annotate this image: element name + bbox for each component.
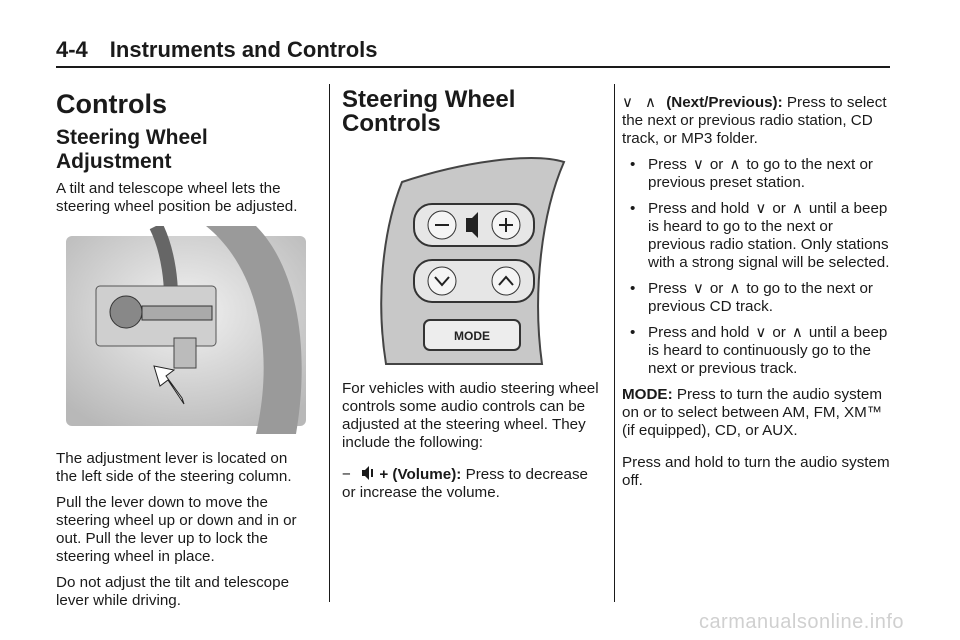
steering-controls-illustration [342, 152, 604, 366]
paragraph: For vehicles with audio steering wheel controls some audio controls can be adjusted at the steering wheel. They include the following: [342, 380, 599, 451]
volume-description: Press to decrease or increase the volume. [342, 466, 588, 501]
next-previous-desc: Press to [786, 94, 843, 111]
volume-paragraph [342, 466, 604, 502]
column-right [622, 84, 892, 498]
chevron-up-icon: ∧ [791, 200, 803, 217]
heading-steering-adjustment: Steering Wheel Adjustment [56, 126, 208, 173]
bullet: • [630, 200, 636, 217]
chevron-down-icon: ∨ [692, 156, 704, 173]
volume-minus: − [342, 466, 351, 483]
next-previous-label: (Next/Previous): [666, 94, 783, 111]
list-item: • Press ∨ or ∧ to go to the next or previous preset station. [630, 156, 873, 191]
section-title: Instruments and Controls [109, 37, 378, 62]
column-divider [329, 84, 330, 602]
mode-button-label: MODE [454, 329, 490, 343]
steering-controls-drawing [342, 152, 604, 366]
mode-paragraph [622, 386, 892, 440]
paragraph: Do not adjust the tilt and telescope lever while driving. [56, 574, 290, 609]
chevron-up-icon: ∧ [729, 156, 741, 173]
chevron-down-icon: ∨ [692, 280, 704, 297]
column-divider [614, 84, 615, 602]
next-previous-desc: select the next or previous radio station, CD track, or MP3 folder. [622, 94, 887, 147]
heading-controls: Controls [56, 89, 167, 119]
speaker-icon [361, 466, 375, 480]
steering-column-drawing [56, 226, 312, 434]
steering-column-illustration [56, 226, 312, 434]
chevron-down-icon: ∨ [755, 200, 767, 217]
chevron-down-icon: ∨ [755, 324, 767, 341]
chevron-up-icon: ∧ [791, 324, 803, 341]
mode-label: MODE: [622, 386, 673, 403]
volume-label: + (Volume): [379, 466, 462, 483]
bullet: • [630, 156, 636, 173]
paragraph: Pull the lever down to move the steering wheel up or down and in or out. Pull the lever up to lock the steering wheel in place. [56, 494, 297, 565]
list-item: • Press and hold ∨ or ∧ until a beep is heard to continuously go to the next or previous track. [630, 324, 888, 377]
bullet: • [630, 280, 636, 297]
list-item: • Press and hold ∨ or ∧ until a beep is heard to go to the next or previous radio station. Only stations with a strong signal will be selected. [630, 200, 890, 271]
page-header [56, 36, 890, 68]
mode-hold-paragraph: Press and hold to turn the audio system off. [622, 454, 890, 489]
column-middle [342, 84, 604, 510]
chevron-up-icon: ∧ [729, 280, 741, 297]
heading-steering-controls: Steering Wheel Controls [342, 86, 516, 137]
page-number: 4-4 [56, 37, 88, 62]
bullet-list [622, 156, 892, 378]
paragraph: The adjustment lever is located on the left side of the steering column. [56, 450, 292, 485]
chevron-up-icon: ∧ [644, 94, 656, 111]
next-previous-paragraph [622, 94, 892, 148]
watermark: carmanualsonline.info [698, 611, 904, 633]
column-left [56, 84, 312, 618]
mode-description: Press to turn the audio system on or to select between AM, FM, XM™ (if equipped), CD, or AUX. [622, 386, 882, 439]
bullet: • [630, 324, 636, 341]
paragraph: A tilt and telescope wheel lets the steering wheel position be adjusted. [56, 180, 298, 215]
list-item: • Press ∨ or ∧ to go to the next or previous CD track. [630, 280, 873, 315]
chevron-down-icon: ∨ [622, 94, 633, 111]
